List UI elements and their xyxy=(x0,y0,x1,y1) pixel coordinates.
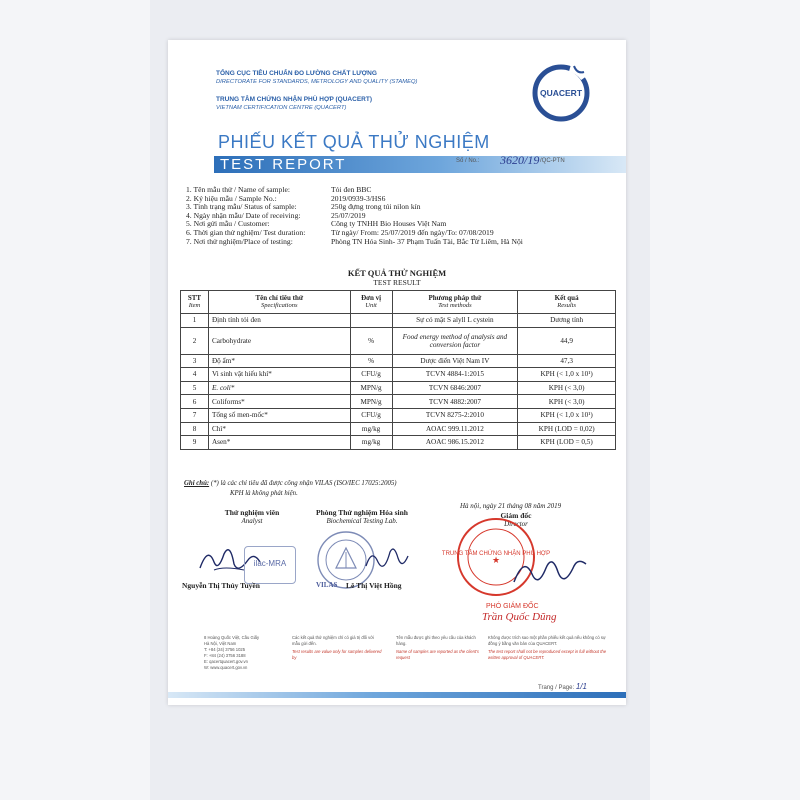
web-line: W: www.quacert.gov.vn xyxy=(204,665,248,670)
table-row xyxy=(181,408,616,422)
header-stt: STT Item xyxy=(181,291,209,314)
page-number xyxy=(538,682,587,691)
fax-line: F: +84 (24) 3756 3188 xyxy=(204,653,246,658)
cell-spec: Định tính tỏi đen xyxy=(208,314,350,328)
address-line: Hà Nội, Việt Nam xyxy=(204,641,237,646)
table-row xyxy=(181,436,616,450)
org-name-en: DIRECTORATE FOR STANDARDS, METROLOGY AND QUALITY (STAMEQ) xyxy=(216,79,418,85)
info-label: 5. Nơi gửi mẫu / Customer: xyxy=(186,219,270,229)
info-row xyxy=(186,194,616,203)
cell-result: KPH (LOD = 0,02) xyxy=(518,422,616,436)
page-value: 1/1 xyxy=(575,682,587,691)
cell-spec: Asen* xyxy=(208,436,350,450)
cell-stt: 5 xyxy=(181,381,209,395)
cell-unit: MPN/g xyxy=(350,381,392,395)
cell-result: KPH (< 1,0 x 10¹) xyxy=(518,368,616,382)
cell-stt: 6 xyxy=(181,395,209,409)
email-line: E: qacertquacert.gov.vn xyxy=(204,659,248,664)
org-name-vn: TỔNG CỤC TIÊU CHUẨN ĐO LƯỜNG CHẤT LƯỢNG xyxy=(216,70,377,77)
cell-method: AOAC 999.11.2012 xyxy=(392,422,518,436)
cell-unit: CFU/g xyxy=(350,408,392,422)
lab-block xyxy=(292,508,432,525)
info-row xyxy=(186,211,616,220)
info-row xyxy=(186,202,616,211)
cell-unit: CFU/g xyxy=(350,368,392,382)
table-row xyxy=(181,368,616,382)
vilas-label: VILAS xyxy=(316,581,338,589)
phone-line: T: +84 (24) 3756 1025 xyxy=(204,647,246,652)
cell-result: KPH (< 3,0) xyxy=(518,381,616,395)
cell-unit: mg/kg xyxy=(350,422,392,436)
cell-stt: 4 xyxy=(181,368,209,382)
footer-address xyxy=(204,635,304,671)
cell-result: 44,9 xyxy=(518,327,616,354)
cell-method: Sự có mặt S alyll L cystein xyxy=(392,314,518,328)
info-label: 1. Tên mẫu thử / Name of sample: xyxy=(186,185,290,194)
address-line: 8 Hoàng Quốc Việt, Cầu Giấy xyxy=(204,635,260,640)
info-label: 2. Ký hiệu mẫu / Sample No.: xyxy=(186,193,277,203)
centre-name-en: VIETNAM CERTIFICATION CENTRE (QUACERT) xyxy=(216,105,347,111)
cell-method: TCVN 6846:2007 xyxy=(392,381,518,395)
cell-spec: Carbohydrate xyxy=(208,327,350,354)
info-label: 3. Tình trạng mẫu/ Status of sample: xyxy=(186,202,297,212)
page-label: Trang / Page: xyxy=(538,685,575,691)
notes-line-1: (*) là các chỉ tiêu đã được công nhận VILAS (ISO/IEC 17025:2005) xyxy=(210,480,397,487)
info-row xyxy=(186,185,616,194)
footer-note-2: Tên mẫu được ghi theo yêu cầu của khách hàng. Name of samples are reported as the client's request xyxy=(396,635,479,660)
cell-stt: 1 xyxy=(181,314,209,328)
cell-method: TCVN 4882:2007 xyxy=(392,395,518,409)
deputy-director-label: PHÓ GIÁM ĐỐC xyxy=(486,603,539,610)
info-row xyxy=(186,237,616,246)
cell-result: Dương tính xyxy=(518,314,616,328)
cell-unit: % xyxy=(350,354,392,368)
issue-date: Hà nội, ngày 21 tháng 08 năm 2019 xyxy=(460,502,562,510)
info-value: Phòng TN Hóa Sinh- 37 Phạm Tuấn Tài, Bắc Từ Liêm, Hà Nội xyxy=(331,236,523,246)
cell-method: TCVN 4884-1:2015 xyxy=(392,368,518,382)
cell-stt: 2 xyxy=(181,327,209,354)
table-row xyxy=(181,354,616,368)
info-value: Công ty TNHH Bio Houses Việt Nam xyxy=(331,219,447,229)
header-method: Phương pháp thử Test methods xyxy=(392,291,518,314)
cell-stt: 8 xyxy=(181,422,209,436)
header-result: Kết quả Results xyxy=(518,291,616,314)
cell-unit: % xyxy=(350,327,392,354)
table-row xyxy=(181,422,616,436)
analyst-name: Nguyễn Thị Thúy Tuyền xyxy=(182,581,260,590)
bottom-bar xyxy=(168,692,626,698)
cell-stt: 9 xyxy=(181,436,209,450)
cell-stt: 3 xyxy=(181,354,209,368)
lab-signature-icon xyxy=(362,540,412,576)
cell-stt: 7 xyxy=(181,408,209,422)
info-label: 7. Nơi thử nghiệm/Place of testing: xyxy=(186,236,293,246)
info-value: 2019/0939-3/HS6 xyxy=(331,193,386,203)
footer-note-1: Các kết quả thử nghiệm chỉ có giá trị đối với mẫu gửi đến. Test results are value only for samples delivered by xyxy=(292,635,382,660)
lab-role-en: Biochemical Testing Lab. xyxy=(326,517,398,525)
ilac-mra-logo: ilac-MRA xyxy=(244,546,296,584)
cell-method: Dược điển Việt Nam IV xyxy=(392,354,518,368)
info-row xyxy=(186,219,616,228)
director-role: Giám đốc xyxy=(500,511,532,520)
report-number-suffix: /QC-PTN xyxy=(540,158,565,164)
cell-result: KPH (< 1,0 x 10¹) xyxy=(518,408,616,422)
report-number-value: 3620/19 xyxy=(500,153,540,167)
table-row xyxy=(181,381,616,395)
results-header-row xyxy=(181,291,616,314)
cell-spec: Coliforms* xyxy=(208,395,350,409)
cell-spec: Độ ẩm* xyxy=(208,354,350,368)
info-value: 250g đựng trong túi nilon kín xyxy=(331,202,421,212)
test-report-document xyxy=(168,40,626,705)
cell-spec: Chì* xyxy=(208,422,350,436)
lab-manager-name: Lê Thị Việt Hồng xyxy=(346,581,402,590)
cell-result: KPH (LOD = 0,5) xyxy=(518,436,616,450)
director-role-en: Director xyxy=(504,520,528,528)
report-number-label: Số / No.: xyxy=(456,158,480,164)
cell-spec: E. coli* xyxy=(208,381,350,395)
cell-unit: mg/kg xyxy=(350,436,392,450)
cell-method: TCVN 8275-2:2010 xyxy=(392,408,518,422)
results-table xyxy=(180,290,616,450)
cell-unit: MPN/g xyxy=(350,395,392,409)
cell-spec: Tổng số men-mốc* xyxy=(208,408,350,422)
info-value: Từ ngày/ From: 25/07/2019 đến ngày/To: 07/08/2019 xyxy=(331,227,494,237)
cell-spec: Vi sinh vật hiếu khí* xyxy=(208,368,350,382)
cell-result: KPH (< 3,0) xyxy=(518,395,616,409)
stamp-text: TRUNG TÂM CHỨNG NHẬN PHÙ HỢP xyxy=(441,551,551,557)
analyst-role-en: Analyst xyxy=(241,517,263,525)
analyst-role: Thử nghiệm viên xyxy=(224,508,280,517)
notes xyxy=(184,480,397,487)
notes-label: Ghi chú: xyxy=(184,480,210,487)
report-title-vn: PHIẾU KẾT QUẢ THỬ NGHIỆM xyxy=(218,132,490,152)
cell-method: AOAC 986.15.2012 xyxy=(392,436,518,450)
deputy-director-name: Trần Quốc Dũng xyxy=(482,611,557,623)
cell-method: Food energy method of analysis and conversion factor xyxy=(392,327,518,354)
table-row xyxy=(181,314,616,328)
background-right xyxy=(650,0,800,800)
info-label: 6. Thời gian thử nghiệm/ Test duration: xyxy=(186,227,306,237)
director-signature-icon xyxy=(510,552,590,592)
svg-text:★: ★ xyxy=(491,555,501,565)
notes-line-2: KPH là không phát hiện. xyxy=(230,490,298,497)
background-left xyxy=(0,0,150,800)
centre-name-vn: TRUNG TÂM CHỨNG NHẬN PHÙ HỢP (QUACERT) xyxy=(216,96,372,103)
footer-note-3: Không được trích sao một phần phiếu kết quả nếu không có sự đồng ý bằng văn bản của QUACERT. The test report shall not be reproduced except in full without the written approval of QUACERT. xyxy=(488,635,607,660)
info-row xyxy=(186,228,616,237)
cell-unit xyxy=(350,314,392,328)
table-row xyxy=(181,327,616,354)
table-row xyxy=(181,395,616,409)
cell-result: 47,3 xyxy=(518,354,616,368)
report-title-en: TEST REPORT xyxy=(220,156,347,173)
results-title-vn: KẾT QUẢ THỬ NGHIỆM xyxy=(347,268,447,278)
results-title-en: TEST RESULT xyxy=(373,278,421,287)
info-value: 25/07/2019 xyxy=(331,210,366,220)
quacert-logo-icon xyxy=(530,62,592,124)
lab-role: Phòng Thử nghiệm Hóa sinh xyxy=(316,508,408,517)
header-spec: Tên chỉ tiêu thử Specifications xyxy=(208,291,350,314)
header-unit: Đơn vị Unit xyxy=(350,291,392,314)
info-value: Tỏi đen BBC xyxy=(331,185,372,194)
info-label: 4. Ngày nhận mẫu/ Date of receiving: xyxy=(186,210,301,220)
sample-info xyxy=(186,185,616,245)
logo-text: QUACERT xyxy=(539,88,583,98)
